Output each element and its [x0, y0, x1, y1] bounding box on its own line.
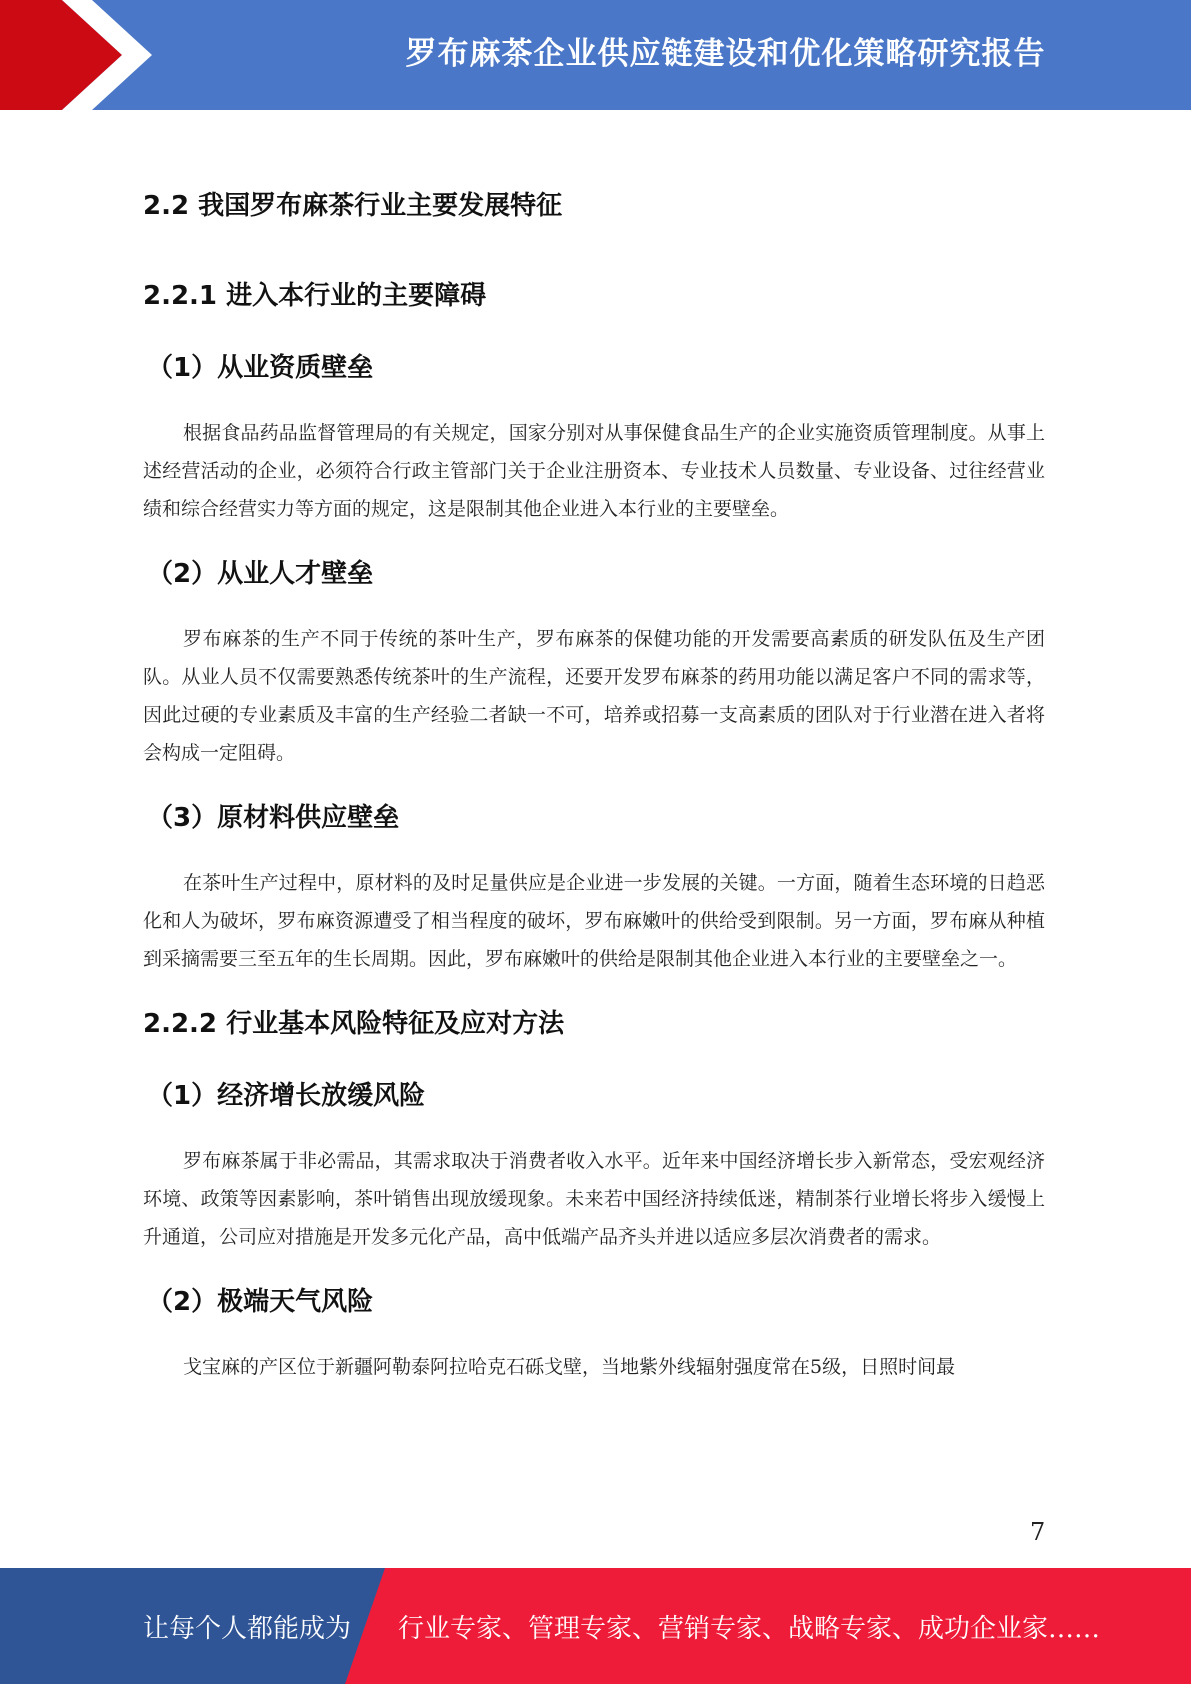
footer-expert-list: 行业专家、管理专家、营销专家、战略专家、成功企业家…… [398, 1614, 1101, 1644]
paragraph-talent-barrier: 罗布麻茶的生产不同于传统的茶叶生产，罗布麻茶的保健功能的开发需要高素质的研发队伍及生产团队。从业人员不仅需要熟悉传统茶叶的生产流程，还要开发罗布麻茶的药用功能以满足客户不同的需求等，因此过硬的专业素质及丰富的生产经验二者缺一不可，培养或招募一支高素质的团队对于行业潜在进入者将会构成一定阻碍。 [143, 628, 1045, 764]
subheading-qualification-barrier: （1）从业资质壁垒 [147, 353, 374, 383]
section-heading-2-2-1: 2.2.1 进入本行业的主要障碍 [143, 281, 487, 311]
subheading-economic-slowdown-risk: （1）经济增长放缓风险 [147, 1081, 426, 1111]
section-heading-2-2: 2.2 我国罗布麻茶行业主要发展特征 [143, 191, 563, 221]
document-body [143, 170, 1045, 1386]
paragraph-qualification-barrier: 根据食品药品监督管理局的有关规定，国家分别对从事保健食品生产的企业实施资质管理制度。从事上述经营活动的企业，必须符合行政主管部门关于企业注册资本、专业技术人员数量、专业设备、过往经营业绩和综合经营实力等方面的规定，这是限制其他企业进入本行业的主要壁垒。 [143, 422, 1045, 520]
paragraph-extreme-weather-risk: 戈宝麻的产区位于新疆阿勒泰阿拉哈克石砾戈壁，当地紫外线辐射强度常在5级，日照时间最 [183, 1356, 956, 1378]
section-heading-2-2-2: 2.2.2 行业基本风险特征及应对方法 [143, 1009, 565, 1039]
paragraph-raw-material-barrier: 在茶叶生产过程中，原材料的及时足量供应是企业进一步发展的关键。一方面，随着生态环境的日趋恶化和人为破坏，罗布麻资源遭受了相当程度的破坏，罗布麻嫩叶的供给受到限制。另一方面，罗布麻从种植到采摘需要三至五年的生长周期。因此，罗布麻嫩叶的供给是限制其他企业进入本行业的主要壁垒之一。 [143, 872, 1045, 970]
report-title: 罗布麻茶企业供应链建设和优化策略研究报告 [405, 35, 1046, 72]
subheading-talent-barrier: （2）从业人才壁垒 [147, 559, 374, 589]
page-number: 7 [1030, 1518, 1046, 1546]
subheading-raw-material-barrier: （3）原材料供应壁垒 [147, 803, 400, 833]
footer-slogan: 让每个人都能成为 [143, 1614, 352, 1644]
paragraph-economic-slowdown-risk: 罗布麻茶属于非必需品，其需求取决于消费者收入水平。近年来中国经济增长步入新常态，受宏观经济环境、政策等因素影响，茶叶销售出现放缓现象。未来若中国经济持续低迷，精制茶行业增长将步入缓慢上升通道，公司应对措施是开发多元化产品，高中低端产品齐头并进以适应多层次消费者的需求。 [143, 1150, 1045, 1248]
subheading-extreme-weather-risk: （2）极端天气风险 [147, 1287, 374, 1317]
header-banner [0, 0, 1191, 110]
footer-banner [0, 1568, 1191, 1684]
